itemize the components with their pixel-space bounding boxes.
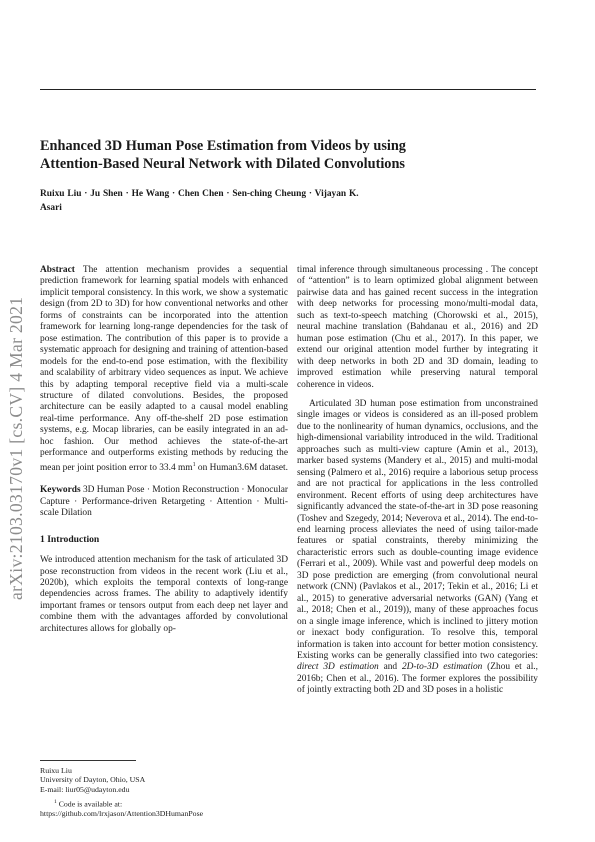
intro-paragraph-2-text: Articulated 3D human pose estimation from unconstrained single images or videos is considered as an ill-posed problem due to the nonlinearity of human dynamics, occlusions, and the high-dimensional variability introduced in the wild. Traditional approaches such as multi-view capture (Amin et al., 2013), marker based systems (Mandery et al., 2015) and multi-modal sensing (Palmero et al., 2016) require a laborious setup process and are not practical for applications in the less controlled environment. Recent efforts of using deep architectures have significantly advanced the state-of-the-art in 3D pose reasoning (Toshev and Szegedy, 2014; Neverova et al., 2014). The end-to-end learning process alleviates the need of using tailor-made features or spatial constraints, thereby minimizing the characteristic errors such as double-counting image evidence (Ferrari et al., 2009). While vast and powerful deep models on 3D pose prediction are emerging (from convolutional neural network (CNN) (Pavlakos et al., 2017; Tekin et al., 2016; Li et al., 2015) to generative adversarial networks (GAN) (Yang et al., 2018; Chen et al., 2019)), many of these approaches focus on a single image inference, which is inclined to jittery motion or inexact body configuration. To resolve this, temporal information is taken into account for better motion consistency. Existing works can be generally classified into two categories:	[297, 398, 538, 661]
footnote-area	[40, 760, 288, 818]
code-footnote-text: Code is available at:	[58, 799, 123, 809]
2d-to-3d-term: 2D-to-3D estimation	[401, 662, 483, 673]
keywords-text: 3D Human Pose · Motion Reconstruction · Monocular Capture · Performance-driven Retargeting · Attention · Multi-scale Dilation	[40, 485, 288, 519]
abstract-text-end: on Human3.6M dataset.	[195, 462, 289, 473]
intro-paragraph-2	[297, 399, 538, 697]
title-line-1: Enhanced 3D Human Pose Estimation from Videos by using	[40, 138, 406, 154]
intro-paragraph-1-continued: timal inference through simultaneous processing . The concept of “attention” is to learn optimized global alignment between pairwise data and has gained recent success in the integration with deep networks for processing mono/multi-modal data, such as text-to-speech matching (Chorowski et al., 2015), neural machine translation (Bahdanau et al., 2016) and 2D human pose estimation (Chu et al., 2017). In this paper, we extend our original attention model further by integrating it with deep networks in both 2D and 3D domain, leading to improved estimation while preserving natural temporal coherence in videos.	[297, 265, 538, 390]
author-name: Ruixu Liu	[40, 765, 72, 775]
paper-title	[40, 137, 540, 173]
keywords	[40, 485, 288, 519]
authors-line-2: Asari	[40, 203, 62, 213]
intro-paragraph-1: We introduced attention mechanism for the task of articulated 3D pose reconstruction from videos in the recent work (Liu et al., 2020b), which exploits the temporal contexts of long-range dependencies across frames. The ability to adaptively identify important frames or tensors output from each deep net layer and combine them with the advantages afforded by convolutional architectures allows for globally op-	[40, 555, 288, 634]
footnote-rule	[40, 760, 136, 761]
arxiv-identifier: arXiv:2103.03170v1 [cs.CV] 4 Mar 2021	[6, 296, 26, 600]
author-email: E-mail: liur05@udayton.edu	[40, 784, 130, 794]
keywords-label: Keywords	[40, 485, 81, 496]
title-line-2: Attention-Based Neural Network with Dilated Convolutions	[40, 156, 405, 172]
abstract-text: The attention mechanism provides a sequential prediction framework for learning spatial models with enhanced implicit temporal consistency. In this work, we show a systematic design (from 2D to 3D) for how conventional networks and other forms of constraints can be incorporated into the attention framework for learning long-range dependencies for the task of pose estimation. The contribution of this paper is to provide a systematic approach for designing and training of attention-based models for the end-to-end pose estimation, with the flexibility and scalability of arbitrary video sequences as input. We achieve this by adapting temporal receptive field via a multi-scale structure of dilated convolutions. Besides, the proposed architecture can be easily adapted to a causal model enabling real-time performance. Any off-the-shelf 2D pose estimation systems, e.g. Mocap libraries, can be easily integrated in an ad-hoc fashion. Our method achieves the state-of-the-art performance and outperforms existing methods by reducing the mean per joint position error to 33.4 mm	[40, 265, 288, 473]
author-affiliation: University of Dayton, Ohio, USA	[40, 775, 146, 785]
author-list	[40, 187, 420, 215]
intro-paragraph-2-end: (Zhou et al., 2016b; Chen et al., 2016). The former explores the possibility of jointly extracting both 2D and 3D poses in a holistic	[297, 662, 538, 696]
code-url-link[interactable]: https://github.com/lrxjason/Attention3DHumanPose	[40, 808, 204, 818]
footnote-marker: 1	[192, 461, 196, 468]
section-heading-introduction: 1 Introduction	[40, 533, 100, 545]
direct-3d-term: direct 3D estimation	[297, 662, 379, 673]
right-column	[297, 265, 538, 697]
abstract	[40, 265, 288, 474]
code-footnote	[40, 798, 288, 809]
header-rule	[40, 89, 536, 90]
abstract-label: Abstract	[40, 265, 75, 275]
code-footnote-mark: 1	[54, 798, 57, 805]
and-word: and	[378, 662, 402, 673]
left-column	[40, 265, 288, 635]
authors-line-1: Ruixu Liu · Ju Shen · He Wang · Chen Chen · Sen-ching Cheung · Vijayan K.	[40, 189, 359, 199]
